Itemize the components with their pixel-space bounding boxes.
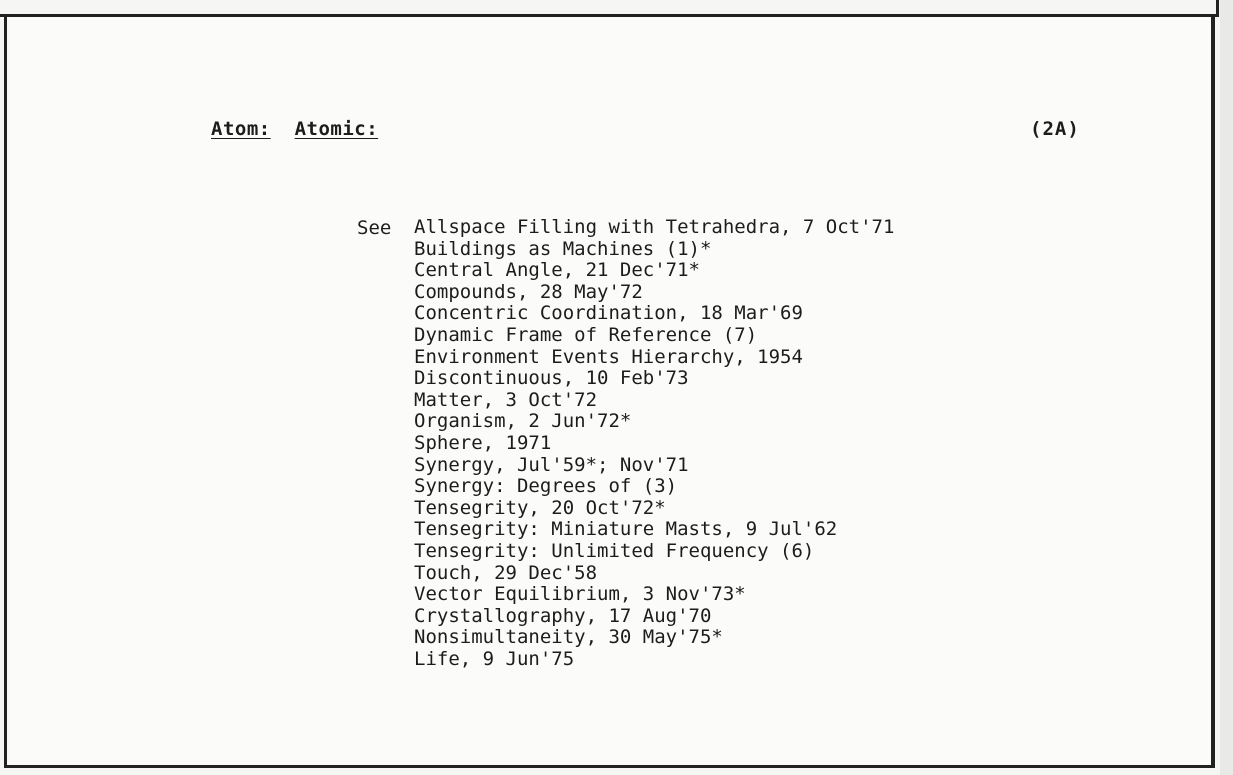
- list-item: Concentric Coordination, 18 Mar'69: [414, 302, 803, 325]
- list-item: Buildings as Machines (1)*: [414, 237, 712, 260]
- list-item: Environment Events Hierarchy, 1954: [414, 345, 803, 368]
- list-item: Dynamic Frame of Reference (7): [414, 323, 758, 346]
- list-item: Allspace Filling with Tetrahedra, 7 Oct'71: [414, 216, 895, 238]
- card-heading: [211, 118, 378, 140]
- see-label: See: [357, 217, 392, 239]
- list-item: Synergy, Jul'59*; Nov'71: [414, 453, 689, 476]
- list-item: Organism, 2 Jun'72*: [414, 410, 632, 433]
- list-item: Vector Equilibrium, 3 Nov'73*: [414, 583, 746, 606]
- list-item: Sphere, 1971: [414, 431, 552, 454]
- list-item: Touch, 29 Dec'58: [414, 561, 598, 584]
- list-item: Tensegrity: Unlimited Frequency (6): [414, 539, 815, 562]
- list-item: Compounds, 28 May'72: [414, 280, 643, 303]
- list-item: Nonsimultaneity, 30 May'75*: [414, 626, 723, 649]
- card-code: (2A): [1030, 118, 1080, 140]
- heading-term-atomic: Atomic:: [294, 118, 379, 140]
- list-item: Discontinuous, 10 Feb'73: [414, 367, 689, 390]
- list-item: Crystallography, 17 Aug'70: [414, 604, 712, 627]
- list-item: Tensegrity, 20 Oct'72*: [414, 496, 666, 519]
- list-item: Life, 9 Jun'75: [414, 647, 575, 670]
- heading-term-atom: Atom:: [211, 118, 271, 140]
- list-item: Matter, 3 Oct'72: [414, 388, 598, 411]
- previous-card-edge: [0, 0, 1219, 17]
- list-item: Tensegrity: Miniature Masts, 9 Jul'62: [414, 518, 838, 541]
- page-margin-strip: [1220, 0, 1233, 775]
- list-item: Central Angle, 21 Dec'71*: [414, 259, 700, 282]
- cross-reference-list: [414, 217, 894, 670]
- list-item: Synergy: Degrees of (3): [414, 475, 678, 498]
